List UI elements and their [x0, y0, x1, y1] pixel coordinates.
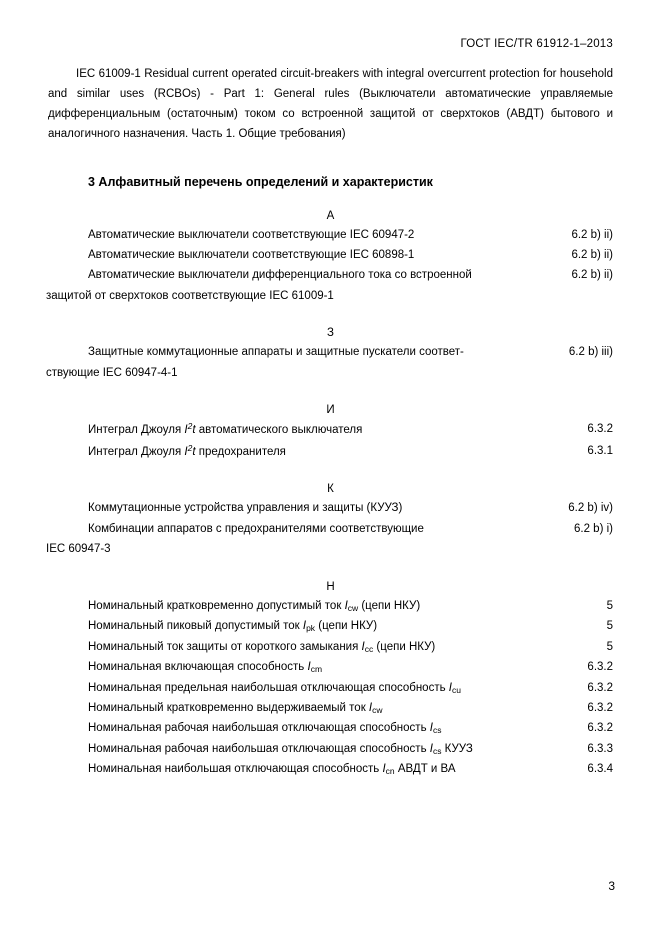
entry-reference: 6.3.2: [587, 423, 613, 436]
entry-text: Интеграл Джоуля $I^2t$ автоматического выключателя: [88, 421, 363, 437]
subscript-cu: cu: [452, 684, 461, 695]
entry-text-line1: Комбинации аппаратов с предохранителями соответствующие: [88, 522, 424, 535]
entry-text: Автоматические выключатели соответствующие IEC 60947-2: [88, 228, 415, 241]
entry-text: Номинальный кратковременно допустимый ток $I_{cw}$ (цепи НКУ): [88, 599, 421, 613]
entry-reference: 6.2 b) ii): [571, 228, 613, 241]
letter-heading: З: [327, 327, 334, 340]
list-item: [46, 698, 615, 718]
list-item: [46, 596, 615, 616]
symbol-i: I: [302, 620, 307, 633]
list-item: [46, 657, 615, 677]
page-title: 3 Алфавитный перечень определений и характеристик: [88, 174, 433, 189]
entry-reference: 6.3.2: [587, 722, 613, 735]
list-item: [46, 342, 615, 383]
list-item: [46, 245, 615, 265]
list-item: [46, 637, 615, 657]
symbol-i: I: [184, 424, 188, 437]
symbol-i: I: [368, 702, 373, 714]
entry-text: Интеграл Джоуля $I^2t$ предохранителя: [88, 442, 286, 458]
letter-group-n: [46, 581, 615, 780]
entry-text-line2: IEC 60947-3: [46, 543, 111, 556]
symbol-i: I: [382, 763, 386, 776]
entry-text: Номинальная рабочая наибольшая отключающая способность $I_{cs}$: [88, 722, 442, 736]
list-item: [46, 718, 615, 738]
entry-text-line2: защитой от сверхтоков соответствующие IEC 61009-1: [46, 289, 334, 302]
letter-heading: А: [326, 209, 335, 222]
list-item: [46, 678, 615, 698]
list-item: [46, 759, 615, 779]
symbol-t: t: [192, 424, 196, 437]
symbol-i: I: [184, 445, 188, 458]
subscript-cw: cw: [372, 705, 383, 715]
letter-heading: Н: [326, 580, 335, 593]
symbol-i: I: [429, 742, 433, 755]
entry-text: Номинальный пиковый допустимый ток $I_{pk}$ (цепи НКУ): [88, 620, 378, 634]
entry-reference: 6.2 b) iii): [568, 346, 613, 359]
exponent-2: 2: [187, 421, 193, 432]
entry-reference: 6.2 b) ii): [571, 248, 613, 261]
letter-group-z: [46, 327, 615, 383]
entry-text: [46, 265, 615, 306]
symbol-i: I: [307, 661, 311, 674]
entry-reference: 5: [606, 620, 613, 633]
list-item: [46, 441, 615, 462]
list-item: [46, 498, 615, 518]
entry-text-line1: Защитные коммутационные аппараты и защитные пускатели соответ-: [88, 346, 464, 359]
page-number: 3: [608, 879, 615, 893]
entry-text: [46, 519, 615, 560]
entry-reference: 6.3.4: [587, 763, 613, 776]
entry-reference: 5: [606, 640, 613, 653]
entry-reference: 6.3.1: [587, 444, 613, 457]
entry-text: Номинальный ток защиты от короткого замыкания $I_{cc}$ (цепи НКУ): [88, 640, 436, 654]
exponent-2: 2: [187, 442, 193, 453]
entry-text-line2: ствующие IEC 60947-4-1: [46, 366, 178, 379]
letter-group-k: [46, 483, 615, 559]
letter-heading: И: [326, 404, 335, 417]
entry-reference: 6.3.3: [587, 742, 613, 755]
entry-text: Коммутационные устройства управления и защиты (КУУЗ): [88, 502, 403, 515]
list-item: [46, 225, 615, 245]
subscript-pk: pk: [306, 623, 316, 634]
symbol-i: I: [448, 681, 452, 694]
subscript-cn: cn: [385, 766, 395, 777]
intro-paragraph: [48, 64, 613, 145]
list-item: [46, 739, 615, 759]
letter-heading: К: [327, 483, 334, 496]
standard-reference-header: ГОСТ IEC/TR 61912-1–2013: [460, 38, 613, 50]
symbol-i: I: [344, 599, 348, 612]
symbol-t: t: [192, 445, 196, 458]
subscript-cm: cm: [310, 664, 323, 675]
entry-reference: 6.2 b) ii): [571, 269, 613, 282]
entry-text: Номинальная рабочая наибольшая отключающая способность $I_{cs}$ КУУЗ: [88, 742, 473, 756]
subscript-cs: cs: [432, 725, 442, 736]
symbol-i: I: [429, 722, 433, 735]
letter-group-a: [46, 210, 615, 307]
entry-reference: 6.3.2: [587, 681, 613, 694]
entry-text: Номинальная включающая способность $I_{cm}$: [88, 661, 323, 675]
intro-text: IEC 61009-1 Residual current operated circuit-breakers with integral overcurrent protection for household and similar uses (RCBOs) - Part 1: General rules (Выключатели автоматические управляемые дифференциальным (остаточным) током со встроенной защитой от сверхтоков (АВДТ) бытового и аналогичного назначения. Часть 1. Общие требования): [48, 68, 613, 141]
entry-text: Номинальный кратковременно выдерживаемый ток $I_{cw}$: [88, 702, 383, 715]
subscript-cc: cc: [364, 643, 374, 654]
subscript-cw: cw: [347, 602, 359, 613]
letter-group-i: [46, 404, 615, 462]
list-item: [46, 265, 615, 306]
list-item: [46, 519, 615, 560]
entry-text: Автоматические выключатели соответствующие IEC 60898-1: [88, 248, 415, 261]
entry-reference: 5: [606, 599, 613, 612]
subscript-cs: cs: [432, 745, 442, 756]
entry-reference: 6.3.2: [587, 702, 613, 714]
entry-text: [46, 342, 615, 383]
entry-text: Номинальная предельная наибольшая отключающая способность $I_{cu}$: [88, 681, 461, 695]
list-item: [46, 616, 615, 636]
entry-reference: 6.2 b) i): [574, 522, 613, 535]
entry-text-line1: Автоматические выключатели дифференциального тока со встроенной: [88, 269, 472, 282]
entry-text: Номинальная наибольшая отключающая способность $I_{cn}$ АВДТ и ВА: [88, 763, 456, 777]
entry-reference: 6.2 b) iv): [568, 502, 613, 515]
list-item: [46, 419, 615, 440]
symbol-i: I: [361, 640, 365, 653]
entry-reference: 6.3.2: [587, 661, 613, 674]
